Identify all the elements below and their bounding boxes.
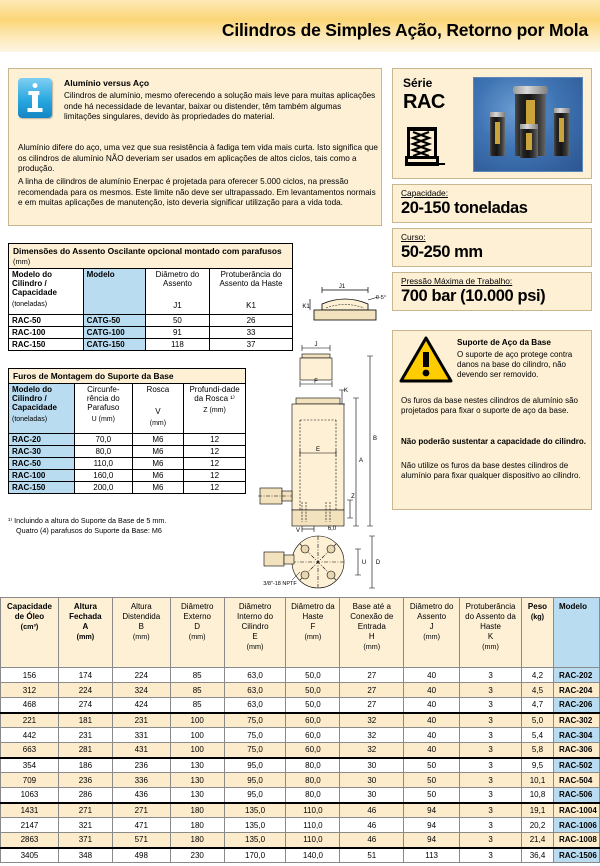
table-row bbox=[1, 698, 600, 713]
col-outside-diameter: Diâmetro Externo D (mm) bbox=[170, 598, 224, 668]
cell-outside-diameter: 100 bbox=[170, 728, 224, 743]
seat-cell-model: CATG-100 bbox=[83, 327, 145, 339]
seat-cell-j1: 118 bbox=[145, 339, 209, 351]
infobox-paragraph-2: Alumínio difere do aço, uma vez que sua resistência à fadiga tem vida mais curta. Isto significa que os cilindros de alumínio NÃO deveriam ser usados em aplicações de altos ciclos, tais como a produção. bbox=[18, 143, 378, 174]
cell-weight: 5,4 bbox=[522, 728, 554, 743]
cell-weight: 36,4 bbox=[522, 848, 554, 863]
cell-seat-diameter: 40 bbox=[404, 713, 460, 728]
photo-label-3 bbox=[526, 133, 532, 150]
cell-outside-diameter: 130 bbox=[170, 773, 224, 788]
warning-paragraph-1: O suporte de aço protege contra danos na base do cilindro, não devendo ser removido. bbox=[457, 350, 573, 379]
series-panel bbox=[392, 68, 592, 311]
infobox-paragraph-3: A linha de cilindros de alumínio Enerpac é projetada para oferecer 5.000 ciclos, na pressão recomendada para os mesmos. Este limite não deve ser ultrapassado. Em levantamentos normais e em muitas aplicações de manutenção, isto deveria significar utilização para a vida toda. bbox=[18, 177, 376, 208]
cell-seat-diameter: 40 bbox=[404, 728, 460, 743]
cell-outside-diameter: 180 bbox=[170, 833, 224, 848]
cell-seat-protrusion: 3 bbox=[460, 713, 522, 728]
cell-base-to-port: 30 bbox=[340, 758, 404, 773]
col-inside-diameter: Diâmetro Interno do Cilindro E (mm) bbox=[224, 598, 286, 668]
spec-pressure-value: 700 bar (10.000 psi) bbox=[401, 287, 546, 305]
cell-base-to-port: 27 bbox=[340, 683, 404, 698]
cell-seat-protrusion: 3 bbox=[460, 848, 522, 863]
cell-seat-protrusion: 3 bbox=[460, 728, 522, 743]
warning-paragraph-2: Os furos da base nestes cilindros de alumínio são projetados para fixar o suporte de aço da base. bbox=[401, 396, 578, 415]
cell-extended-height: 498 bbox=[112, 848, 170, 863]
cell-outside-diameter: 85 bbox=[170, 668, 224, 683]
holes-col-z: Profundi-dade da Rosca ¹⁾ Z (mm) bbox=[184, 384, 246, 434]
info-icon bbox=[18, 78, 52, 118]
specifications-table bbox=[0, 597, 600, 863]
svg-text:K1: K1 bbox=[302, 304, 310, 310]
cell-extended-height: 571 bbox=[112, 833, 170, 848]
cell-oil-capacity: 1063 bbox=[1, 788, 59, 803]
svg-text:U: U bbox=[361, 560, 367, 566]
cell-rod-diameter: 50,0 bbox=[286, 668, 340, 683]
seat-cell-k1: 33 bbox=[210, 327, 293, 339]
table-row bbox=[1, 788, 600, 803]
cell-seat-protrusion: 3 bbox=[460, 788, 522, 803]
cell-base-to-port: 46 bbox=[340, 833, 404, 848]
cell-inside-diameter: 135,0 bbox=[224, 833, 286, 848]
seat-col-k1: Protuberância do Assento da Haste K1 bbox=[210, 269, 293, 315]
seat-cell-model: CATG-150 bbox=[83, 339, 145, 351]
cell-outside-diameter: 130 bbox=[170, 788, 224, 803]
cell-rod-diameter: 60,0 bbox=[286, 728, 340, 743]
cell-outside-diameter: 100 bbox=[170, 743, 224, 758]
cell-outside-diameter: 180 bbox=[170, 803, 224, 818]
cell-oil-capacity: 3405 bbox=[1, 848, 59, 863]
table-row bbox=[1, 668, 600, 683]
cell-seat-protrusion: 3 bbox=[460, 668, 522, 683]
table-row bbox=[9, 458, 246, 470]
warning-paragraph-4: Não utilize os furos da base destes cilindros de alumínio para fixar qualquer dispositivo ao cilindro. bbox=[401, 461, 581, 480]
photo-cap-2 bbox=[513, 86, 548, 94]
cell-model: RAC-506 bbox=[553, 788, 599, 803]
series-name: RAC bbox=[403, 91, 445, 113]
cell-weight: 5,0 bbox=[522, 713, 554, 728]
col-model: Modelo bbox=[553, 598, 599, 668]
table-row bbox=[1, 773, 600, 788]
spec-capacity-value: 20-150 toneladas bbox=[401, 199, 528, 217]
holes-col-u: Circunfe-rência do Parafuso U (mm) bbox=[74, 384, 132, 434]
svg-text:B: B bbox=[372, 436, 378, 442]
cell-rod-diameter: 80,0 bbox=[286, 788, 340, 803]
col-seat-diameter: Diâmetro do Assento J (mm) bbox=[404, 598, 460, 668]
cell-model: RAC-202 bbox=[553, 668, 599, 683]
cell-outside-diameter: 230 bbox=[170, 848, 224, 863]
cell-oil-capacity: 709 bbox=[1, 773, 59, 788]
cell-weight: 10,1 bbox=[522, 773, 554, 788]
holes-cell-z: 12 bbox=[184, 458, 246, 470]
holes-cell-u: 70,0 bbox=[74, 434, 132, 446]
cell-rod-diameter: 110,0 bbox=[286, 833, 340, 848]
footnote-line-1: ¹⁾ Incluindo a altura do Suporte da Base de 5 mm. bbox=[8, 516, 167, 525]
cell-base-to-port: 27 bbox=[340, 698, 404, 713]
svg-text:D: D bbox=[375, 560, 381, 566]
cell-outside-diameter: 180 bbox=[170, 818, 224, 833]
svg-text:J: J bbox=[314, 342, 318, 348]
holes-cell-u: 80,0 bbox=[74, 446, 132, 458]
holes-col-v: Rosca V (mm) bbox=[132, 384, 184, 434]
svg-text:K: K bbox=[343, 388, 349, 394]
svg-text:0-5°: 0-5° bbox=[375, 295, 387, 301]
cell-base-to-port: 30 bbox=[340, 788, 404, 803]
cell-extended-height: 471 bbox=[112, 818, 170, 833]
holes-cell-z: 12 bbox=[184, 470, 246, 482]
table-row bbox=[1, 833, 600, 848]
cell-oil-capacity: 312 bbox=[1, 683, 59, 698]
cell-base-to-port: 46 bbox=[340, 803, 404, 818]
holes-cell-v: M6 bbox=[132, 470, 184, 482]
cell-weight: 20,2 bbox=[522, 818, 554, 833]
cell-base-to-port: 51 bbox=[340, 848, 404, 863]
cell-model: RAC-306 bbox=[553, 743, 599, 758]
cell-seat-diameter: 50 bbox=[404, 758, 460, 773]
spec-stroke-value: 50-250 mm bbox=[401, 243, 483, 261]
photo-cap-4 bbox=[554, 108, 570, 113]
cell-seat-diameter: 50 bbox=[404, 773, 460, 788]
cell-inside-diameter: 95,0 bbox=[224, 773, 286, 788]
holes-col-cylinder: Modelo do Cilindro / Capacidade (toneladas) bbox=[9, 384, 75, 434]
svg-text:F: F bbox=[314, 379, 318, 385]
cell-oil-capacity: 156 bbox=[1, 668, 59, 683]
col-extended-height: Altura Distendida B (mm) bbox=[112, 598, 170, 668]
base-mounting-holes-table bbox=[8, 368, 246, 494]
cell-weight: 9,5 bbox=[522, 758, 554, 773]
cell-base-to-port: 32 bbox=[340, 728, 404, 743]
table-row bbox=[9, 470, 246, 482]
cell-base-to-port: 27 bbox=[340, 668, 404, 683]
cell-model: RAC-1006 bbox=[553, 818, 599, 833]
cell-model: RAC-204 bbox=[553, 683, 599, 698]
cell-outside-diameter: 85 bbox=[170, 683, 224, 698]
seat-col-j1: Diâmetro do Assento J1 bbox=[145, 269, 209, 315]
cell-model: RAC-206 bbox=[553, 698, 599, 713]
cell-base-to-port: 30 bbox=[340, 773, 404, 788]
holes-cell-cylinder: RAC-100 bbox=[9, 470, 75, 482]
cell-oil-capacity: 2863 bbox=[1, 833, 59, 848]
cell-inside-diameter: 135,0 bbox=[224, 803, 286, 818]
cell-model: RAC-502 bbox=[553, 758, 599, 773]
seat-cell-j1: 91 bbox=[145, 327, 209, 339]
cell-seat-diameter: 94 bbox=[404, 803, 460, 818]
cell-inside-diameter: 75,0 bbox=[224, 743, 286, 758]
info-icon-dot bbox=[33, 83, 38, 88]
cell-closed-height: 181 bbox=[58, 713, 112, 728]
holes-cell-z: 12 bbox=[184, 446, 246, 458]
cell-base-to-port: 46 bbox=[340, 818, 404, 833]
cell-seat-diameter: 40 bbox=[404, 683, 460, 698]
seat-cross-section-drawing bbox=[296, 282, 388, 330]
cell-oil-capacity: 663 bbox=[1, 743, 59, 758]
cell-extended-height: 431 bbox=[112, 743, 170, 758]
col-seat-protrusion: Protuberância do Assento da Haste K (mm) bbox=[460, 598, 522, 668]
cylinder-dimension-drawing bbox=[258, 340, 398, 592]
cell-closed-height: 174 bbox=[58, 668, 112, 683]
svg-text:J1: J1 bbox=[338, 284, 346, 290]
cell-rod-diameter: 60,0 bbox=[286, 743, 340, 758]
cell-seat-protrusion: 3 bbox=[460, 803, 522, 818]
table-row bbox=[1, 758, 600, 773]
holes-cell-v: M6 bbox=[132, 434, 184, 446]
page-title: Cilindros de Simples Ação, Retorno por Mola bbox=[221, 20, 588, 40]
infobox-heading: Alumínio versus Aço bbox=[64, 78, 150, 88]
svg-text:V: V bbox=[295, 528, 301, 534]
cell-oil-capacity: 468 bbox=[1, 698, 59, 713]
cell-closed-height: 271 bbox=[58, 803, 112, 818]
spec-stroke bbox=[392, 228, 592, 267]
table-row bbox=[1, 683, 600, 698]
spec-capacity-caption: Capacidade: bbox=[401, 188, 449, 198]
table-row bbox=[1, 713, 600, 728]
cell-seat-protrusion: 3 bbox=[460, 818, 522, 833]
table-row bbox=[1, 743, 600, 758]
table-row bbox=[1, 728, 600, 743]
cell-rod-diameter: 110,0 bbox=[286, 803, 340, 818]
photo-label-1 bbox=[495, 122, 500, 144]
col-oil-capacity: Capacidade de Óleo (cm³) bbox=[1, 598, 59, 668]
cell-weight: 4,2 bbox=[522, 668, 554, 683]
table-row bbox=[9, 434, 246, 446]
cell-inside-diameter: 95,0 bbox=[224, 758, 286, 773]
info-icon-base bbox=[28, 108, 43, 112]
cell-closed-height: 348 bbox=[58, 848, 112, 863]
cell-weight: 10,8 bbox=[522, 788, 554, 803]
col-weight: Peso (kg) bbox=[522, 598, 554, 668]
cell-seat-diameter: 40 bbox=[404, 743, 460, 758]
cell-extended-height: 324 bbox=[112, 683, 170, 698]
photo-label-4 bbox=[559, 118, 564, 142]
holes-table-title: Furos de Montagem do Suporte da Base bbox=[9, 369, 246, 384]
cell-inside-diameter: 63,0 bbox=[224, 683, 286, 698]
cell-model: RAC-302 bbox=[553, 713, 599, 728]
cell-model: RAC-1004 bbox=[553, 803, 599, 818]
cell-inside-diameter: 75,0 bbox=[224, 713, 286, 728]
seat-col-model: Modelo bbox=[83, 269, 145, 315]
page-header bbox=[0, 0, 600, 52]
seat-cell-j1: 50 bbox=[145, 315, 209, 327]
cell-oil-capacity: 442 bbox=[1, 728, 59, 743]
cell-rod-diameter: 60,0 bbox=[286, 713, 340, 728]
cell-seat-diameter: 50 bbox=[404, 788, 460, 803]
cell-base-to-port: 32 bbox=[340, 713, 404, 728]
cell-seat-protrusion: 3 bbox=[460, 683, 522, 698]
seat-col-cylinder: Modelo do Cilindro / Capacidade (toneladas) bbox=[9, 269, 84, 315]
cell-inside-diameter: 75,0 bbox=[224, 728, 286, 743]
cell-seat-protrusion: 3 bbox=[460, 758, 522, 773]
svg-text:E: E bbox=[315, 447, 321, 453]
holes-cell-cylinder: RAC-150 bbox=[9, 482, 75, 494]
cell-closed-height: 371 bbox=[58, 833, 112, 848]
col-closed-height: Altura Fechada A (mm) bbox=[58, 598, 112, 668]
cell-rod-diameter: 80,0 bbox=[286, 758, 340, 773]
svg-text:3/8"-18 NPTF: 3/8"-18 NPTF bbox=[263, 581, 297, 587]
seat-cell-k1: 26 bbox=[210, 315, 293, 327]
holes-cell-u: 160,0 bbox=[74, 470, 132, 482]
table-row bbox=[9, 339, 293, 351]
cell-seat-protrusion: 3 bbox=[460, 743, 522, 758]
warning-paragraph-3: Não poderão sustentar a capacidade do cilindro. bbox=[401, 437, 586, 446]
table-row bbox=[1, 803, 600, 818]
cell-extended-height: 236 bbox=[112, 758, 170, 773]
scissor-lift-icon bbox=[403, 124, 445, 170]
spec-capacity bbox=[392, 184, 592, 223]
cell-rod-diameter: 50,0 bbox=[286, 683, 340, 698]
cell-seat-protrusion: 3 bbox=[460, 773, 522, 788]
cell-weight: 4,5 bbox=[522, 683, 554, 698]
cell-seat-diameter: 113 bbox=[404, 848, 460, 863]
cell-model: RAC-304 bbox=[553, 728, 599, 743]
svg-text:A: A bbox=[358, 458, 364, 464]
cell-extended-height: 224 bbox=[112, 668, 170, 683]
seat-cell-k1: 37 bbox=[210, 339, 293, 351]
cell-oil-capacity: 354 bbox=[1, 758, 59, 773]
series-label: Série bbox=[403, 76, 433, 90]
holes-cell-v: M6 bbox=[132, 446, 184, 458]
cell-closed-height: 274 bbox=[58, 698, 112, 713]
holes-cell-cylinder: RAC-20 bbox=[9, 434, 75, 446]
cell-base-to-port: 32 bbox=[340, 743, 404, 758]
holes-cell-z: 12 bbox=[184, 482, 246, 494]
cell-closed-height: 281 bbox=[58, 743, 112, 758]
cell-extended-height: 424 bbox=[112, 698, 170, 713]
specifications-table-body bbox=[1, 668, 600, 863]
cell-closed-height: 321 bbox=[58, 818, 112, 833]
cell-extended-height: 436 bbox=[112, 788, 170, 803]
table-row bbox=[9, 315, 293, 327]
warning-heading: Suporte de Aço da Base bbox=[457, 338, 551, 347]
cell-rod-diameter: 80,0 bbox=[286, 773, 340, 788]
cell-extended-height: 336 bbox=[112, 773, 170, 788]
table-row bbox=[9, 327, 293, 339]
cell-seat-protrusion: 3 bbox=[460, 698, 522, 713]
cell-inside-diameter: 95,0 bbox=[224, 788, 286, 803]
cell-weight: 4,7 bbox=[522, 698, 554, 713]
table-row bbox=[1, 818, 600, 833]
cell-outside-diameter: 85 bbox=[170, 698, 224, 713]
col-rod-diameter: Diâmetro da Haste F (mm) bbox=[286, 598, 340, 668]
seat-dimensions-table bbox=[8, 243, 293, 351]
seat-cell-cylinder: RAC-100 bbox=[9, 327, 84, 339]
cell-inside-diameter: 170,0 bbox=[224, 848, 286, 863]
cell-seat-diameter: 94 bbox=[404, 818, 460, 833]
cell-seat-diameter: 94 bbox=[404, 833, 460, 848]
holes-cell-u: 110,0 bbox=[74, 458, 132, 470]
aluminum-vs-steel-infobox bbox=[8, 68, 382, 226]
cell-model: RAC-1506 bbox=[553, 848, 599, 863]
cell-closed-height: 186 bbox=[58, 758, 112, 773]
warning-triangle-icon bbox=[399, 336, 453, 384]
infobox-paragraph-1: Cilindros de alumínio, mesmo oferecendo a solução mais leve para muitas aplicações onde há necessidade de levantar, baixar ou distender, têm também algumas limitações singulares, devido às propriedades do material. bbox=[64, 91, 376, 122]
table-row bbox=[9, 482, 246, 494]
cell-inside-diameter: 63,0 bbox=[224, 668, 286, 683]
cell-seat-diameter: 40 bbox=[404, 698, 460, 713]
cell-extended-height: 271 bbox=[112, 803, 170, 818]
cell-oil-capacity: 221 bbox=[1, 713, 59, 728]
cell-inside-diameter: 63,0 bbox=[224, 698, 286, 713]
holes-cell-cylinder: RAC-30 bbox=[9, 446, 75, 458]
table-row bbox=[9, 446, 246, 458]
cell-weight: 21,4 bbox=[522, 833, 554, 848]
cell-weight: 5,8 bbox=[522, 743, 554, 758]
cell-seat-diameter: 40 bbox=[404, 668, 460, 683]
series-block bbox=[392, 68, 592, 179]
cell-rod-diameter: 50,0 bbox=[286, 698, 340, 713]
holes-cell-cylinder: RAC-50 bbox=[9, 458, 75, 470]
holes-cell-z: 12 bbox=[184, 434, 246, 446]
cell-closed-height: 286 bbox=[58, 788, 112, 803]
cell-oil-capacity: 2147 bbox=[1, 818, 59, 833]
product-photo bbox=[473, 77, 583, 172]
photo-cap-1 bbox=[490, 112, 505, 117]
spec-pressure-caption: Pressão Máxima de Trabalho: bbox=[401, 276, 513, 286]
cell-rod-diameter: 110,0 bbox=[286, 818, 340, 833]
cell-closed-height: 236 bbox=[58, 773, 112, 788]
specifications-table-header-row bbox=[1, 598, 600, 668]
holes-cell-v: M6 bbox=[132, 458, 184, 470]
footnote-line-2: Quatro (4) parafusos do Suporte da Base: M6 bbox=[16, 525, 162, 535]
table-row bbox=[1, 848, 600, 863]
cell-weight: 19,1 bbox=[522, 803, 554, 818]
cell-extended-height: 231 bbox=[112, 713, 170, 728]
base-support-warning-box bbox=[392, 330, 592, 510]
col-base-to-port: Base até a Conexão de Entrada H (mm) bbox=[340, 598, 404, 668]
cell-outside-diameter: 130 bbox=[170, 758, 224, 773]
svg-text:6,0: 6,0 bbox=[327, 526, 337, 532]
svg-text:Z: Z bbox=[351, 494, 355, 500]
cell-model: RAC-504 bbox=[553, 773, 599, 788]
seat-cell-cylinder: RAC-50 bbox=[9, 315, 84, 327]
cell-model: RAC-1008 bbox=[553, 833, 599, 848]
holes-cell-v: M6 bbox=[132, 482, 184, 494]
cell-closed-height: 231 bbox=[58, 728, 112, 743]
holes-cell-u: 200,0 bbox=[74, 482, 132, 494]
photo-cap-3 bbox=[520, 124, 538, 129]
cell-extended-height: 331 bbox=[112, 728, 170, 743]
spec-stroke-caption: Curso: bbox=[401, 232, 426, 242]
cell-outside-diameter: 100 bbox=[170, 713, 224, 728]
seat-table-title: Dimensões do Assento Oscilante opcional montado com parafusos (mm) bbox=[9, 244, 293, 269]
cell-inside-diameter: 135,0 bbox=[224, 818, 286, 833]
holes-table-footnote bbox=[8, 516, 258, 535]
seat-cell-cylinder: RAC-150 bbox=[9, 339, 84, 351]
spec-pressure bbox=[392, 272, 592, 311]
cell-oil-capacity: 1431 bbox=[1, 803, 59, 818]
cell-closed-height: 224 bbox=[58, 683, 112, 698]
seat-cell-model: CATG-50 bbox=[83, 315, 145, 327]
cell-rod-diameter: 140,0 bbox=[286, 848, 340, 863]
cell-seat-protrusion: 3 bbox=[460, 833, 522, 848]
